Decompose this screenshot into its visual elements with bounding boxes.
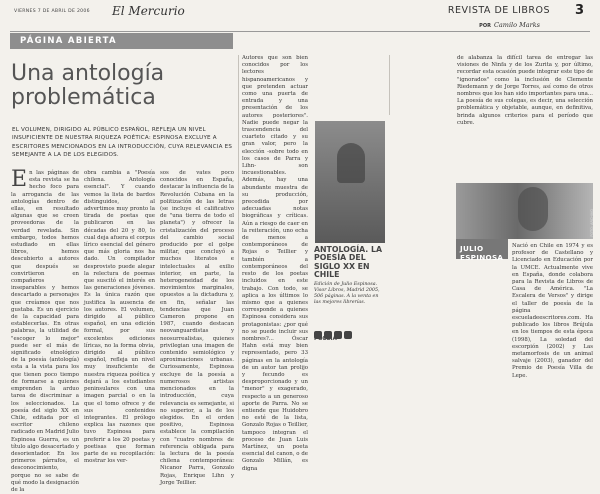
author-bio: Nació en Chile en 1974 y es profesor de Castellano y Licenciado en Educación por la UMCE. Actualmente vive en España, donde colabora para la Revista de Libros de Casa de América. "La Escalera de Versos" y dirige el taller de poesía de la página escueladeescritores.com. Ha publicado los libros Brújula en los tiempos de esta época (1998), La soledad del escorpión (2002) y Las metamorfosis de un animal salvaje (2003), ganador del Premio de Poesía Villa de Lepe. xyxy=(512,243,593,379)
book-cover-image xyxy=(315,121,385,243)
photo-label-box xyxy=(456,239,508,262)
article-column-3: sos de vates poco conocidos en España, destacar la influencia de la Revolución Cubana en la politización de las letras (se incluye el calificativo de "una tierra de todo el planeta") y ofrecer la cristalización del proceso del cambio social producido por el golpe militar, que concluyó a muchos literatos e intelectuales al exilio interior, en parte, la heterogeneidad de los movimientos marginales, opuestos a la dictadura y, en fin, señalar las tendencias que Juan Cameron propone en 1987, cuando destacan neovanguardistas y neosurrealistas, quienes privilegian una imagen de contenido semiológico y aproximaciones urbanas. Curiosamente, Espinosa excluye de la poesía a numerosos artistas mencionados en la introducción, cuya relevancia es semejante, si no superior, a la de los elegidos. En el orden positivo, Espinosa establece la compilación con "cuatro nombres de referencia obligada para la lectura de la poesía chilena contemporánea: Nicanor Parra, Gonzalo Rojas, Enrique Lihn y Jorge Teillier. xyxy=(160,170,234,486)
deck: EL VOLUMEN, DIRIGIDO AL PÚBLICO ESPAÑOL, REFLEJA UN NIVEL INSUFICIENTE DE NUESTRA RIQUEZA POÉTICA: ESPINOSA EXCLUYE A ESCRITORES MENCIONADOS EN LA INTRODUCCIÓN, CUYA RELEVANCIA ES SEMEJANTE A LA DE LOS ELEGIDOS. xyxy=(12,127,233,158)
column-divider xyxy=(389,55,390,115)
author-portrait xyxy=(518,187,548,231)
issue-date: VIERNES 7 DE ABRIL DE 2006 xyxy=(14,9,90,14)
banner-label: PÁGINA ABIERTA xyxy=(20,36,117,46)
byline-name: Camilo Marks xyxy=(493,21,540,29)
column-1-text: n las páginas de esta revista se ha hecho foco para la arrogancia de las antologías dentro de ellas, en resultado algunas que se creen proveedoras de la verdad revelada. Sin embargo, todos hemos estudiado en ellas libros, hemos descubierto a autores que después se convirtieron en compañeros inseparables y hemos descartado a personajes que creíamos que nos gustaba. Es un ejercicio de la capacidad para establecerlas. En otras palabras, la utilidad de "escoger lo mejor" puede ser el más de significado etnológico de la poesía (antología) esta a la vista para los que tienen poco tiempo de formarse a quienes emprenden la arduo tarea de discriminar a los seleccionados. La poesía del siglo XX en Chile, editada por el escritor chileno radicado en Madrid Julio Espinosa Guerra, es un título algo desacertado y desorientador. En los primeros párrafos, el desconocimiento, porque no se sabe de qué modo la designación de la xyxy=(11,170,79,493)
masthead xyxy=(0,0,600,30)
rating-icon xyxy=(344,331,352,339)
rating-icons xyxy=(314,324,384,334)
article-column-4: Autores que son bien conocidos por los lectores hispanoamericanos y que pretenden actuar como una puerta de entrada y una presentación de los autores posteriores". Nadie puede negar la trascendencia del cuarteto citado y su gran valor, pero la elección -sobre todo en los casos de Parra y Lihn- son incuestionables. Además, hay una abundante muestra de su producción, precedida por adecuadas notas biográficas y críticas. Aún a riesgo de caer en la reiteración, uno echa de menos a contemporáneos de Rojas o Teillier y también a contemporáneos del resto de los poetas incluidos en este trabajo. Con todo, se aplica a los últimos lo mismo que a quienes corresponde a quienes Espinosa considera sus protagonistas: ¿por qué no se puede incluir sus nombres?... Óscar Hahn está muy bien representado, pero 33 páginas en la antología de un autor tan prolijo y fecundo es desproporcionado y un "menor" y exagerado, respecto a un generoso aporte de Parra. No se entiende que Huidobro no esté de la lista, Gonzalo Rojas o Teillier, tampoco integran el proceso de Juan Luis Martínez, un poeta esencial del canon, o de Gonzalo Millán, es digna xyxy=(242,55,308,472)
section-banner xyxy=(10,33,233,49)
photo-credit: FOTO: ARCHIVO xyxy=(590,209,594,237)
byline xyxy=(479,21,540,29)
book-caption xyxy=(314,246,386,306)
book-title: ANTOLOGÍA. LA POESÍA DEL SIGLO XX EN CHILE xyxy=(314,245,382,280)
header-rule xyxy=(10,31,590,32)
page-number: 3 xyxy=(574,3,584,18)
section-name: REVISTA DE LIBROS xyxy=(447,5,550,16)
headline: Una antología problemática xyxy=(11,61,165,110)
article-column-1 xyxy=(11,167,79,493)
book-details: Edición de Julio Espinosa. Visor Libros, Madrid 2005, 506 páginas. A la venta en las mejores librerías. xyxy=(314,281,380,305)
book-info-box xyxy=(311,118,388,342)
newspaper-logo: El Mercurio xyxy=(112,4,185,18)
byline-prefix: POR xyxy=(479,23,491,29)
author-photo xyxy=(456,183,593,239)
drop-cap: E xyxy=(11,167,28,192)
column-divider xyxy=(238,55,239,420)
cover-figure xyxy=(337,143,365,183)
photo-label: JULIO ESPINOSA xyxy=(460,244,504,262)
article-column-2: obra cambia a "Poesía chilena. Antología esencial". Y cuando vemos la lista de bardos distinguidos, al advertimos muy pronto la tirada de poetas que publicaron en las décadas del 20 y 80, lo cual deja afuera el corpus lírico esencial del género que más gloria nos ha dado. Un compilador desprovisto puede alegar la relectura de poemas que suscitó el interés en las generaciones jóvenes. Es la única razón que justifica la ausencia de los autores. El volumen, dirigido al público español, en una edición formal, por sus excelentes ediciones líricas, no la forma obvia, dirigido al público español, refleja un nivel muy insuficiente de nuestra riqueza poética y dejará a los estudiantes peninsulares con una imagen parcial o en la que el tomo ofrece y de sus contenidos integrantes. El prólogo explica las razones que tuvo Espinosa para preferir a los 20 poetas y poetisas que forman parte de su recopilación: mostrar los ver- xyxy=(84,170,155,465)
book-genre: POESÍA xyxy=(314,336,337,342)
article-column-7: de alabanza la difícil tarea de entregar las visiones de Ninfa y de los Zurita y, por último, recordar esta ocasión puede integrar este tipo de "ignorados" como la inclusión de Clemente Riedemann y de Jorge Torres, así como de otros nombres que los han sido importantes para una... La poesía de sus colegas, es decir, una selección problemática y objetable, aunque, en definitiva, brinda algunos criterios para el período que cubre. xyxy=(457,55,593,126)
